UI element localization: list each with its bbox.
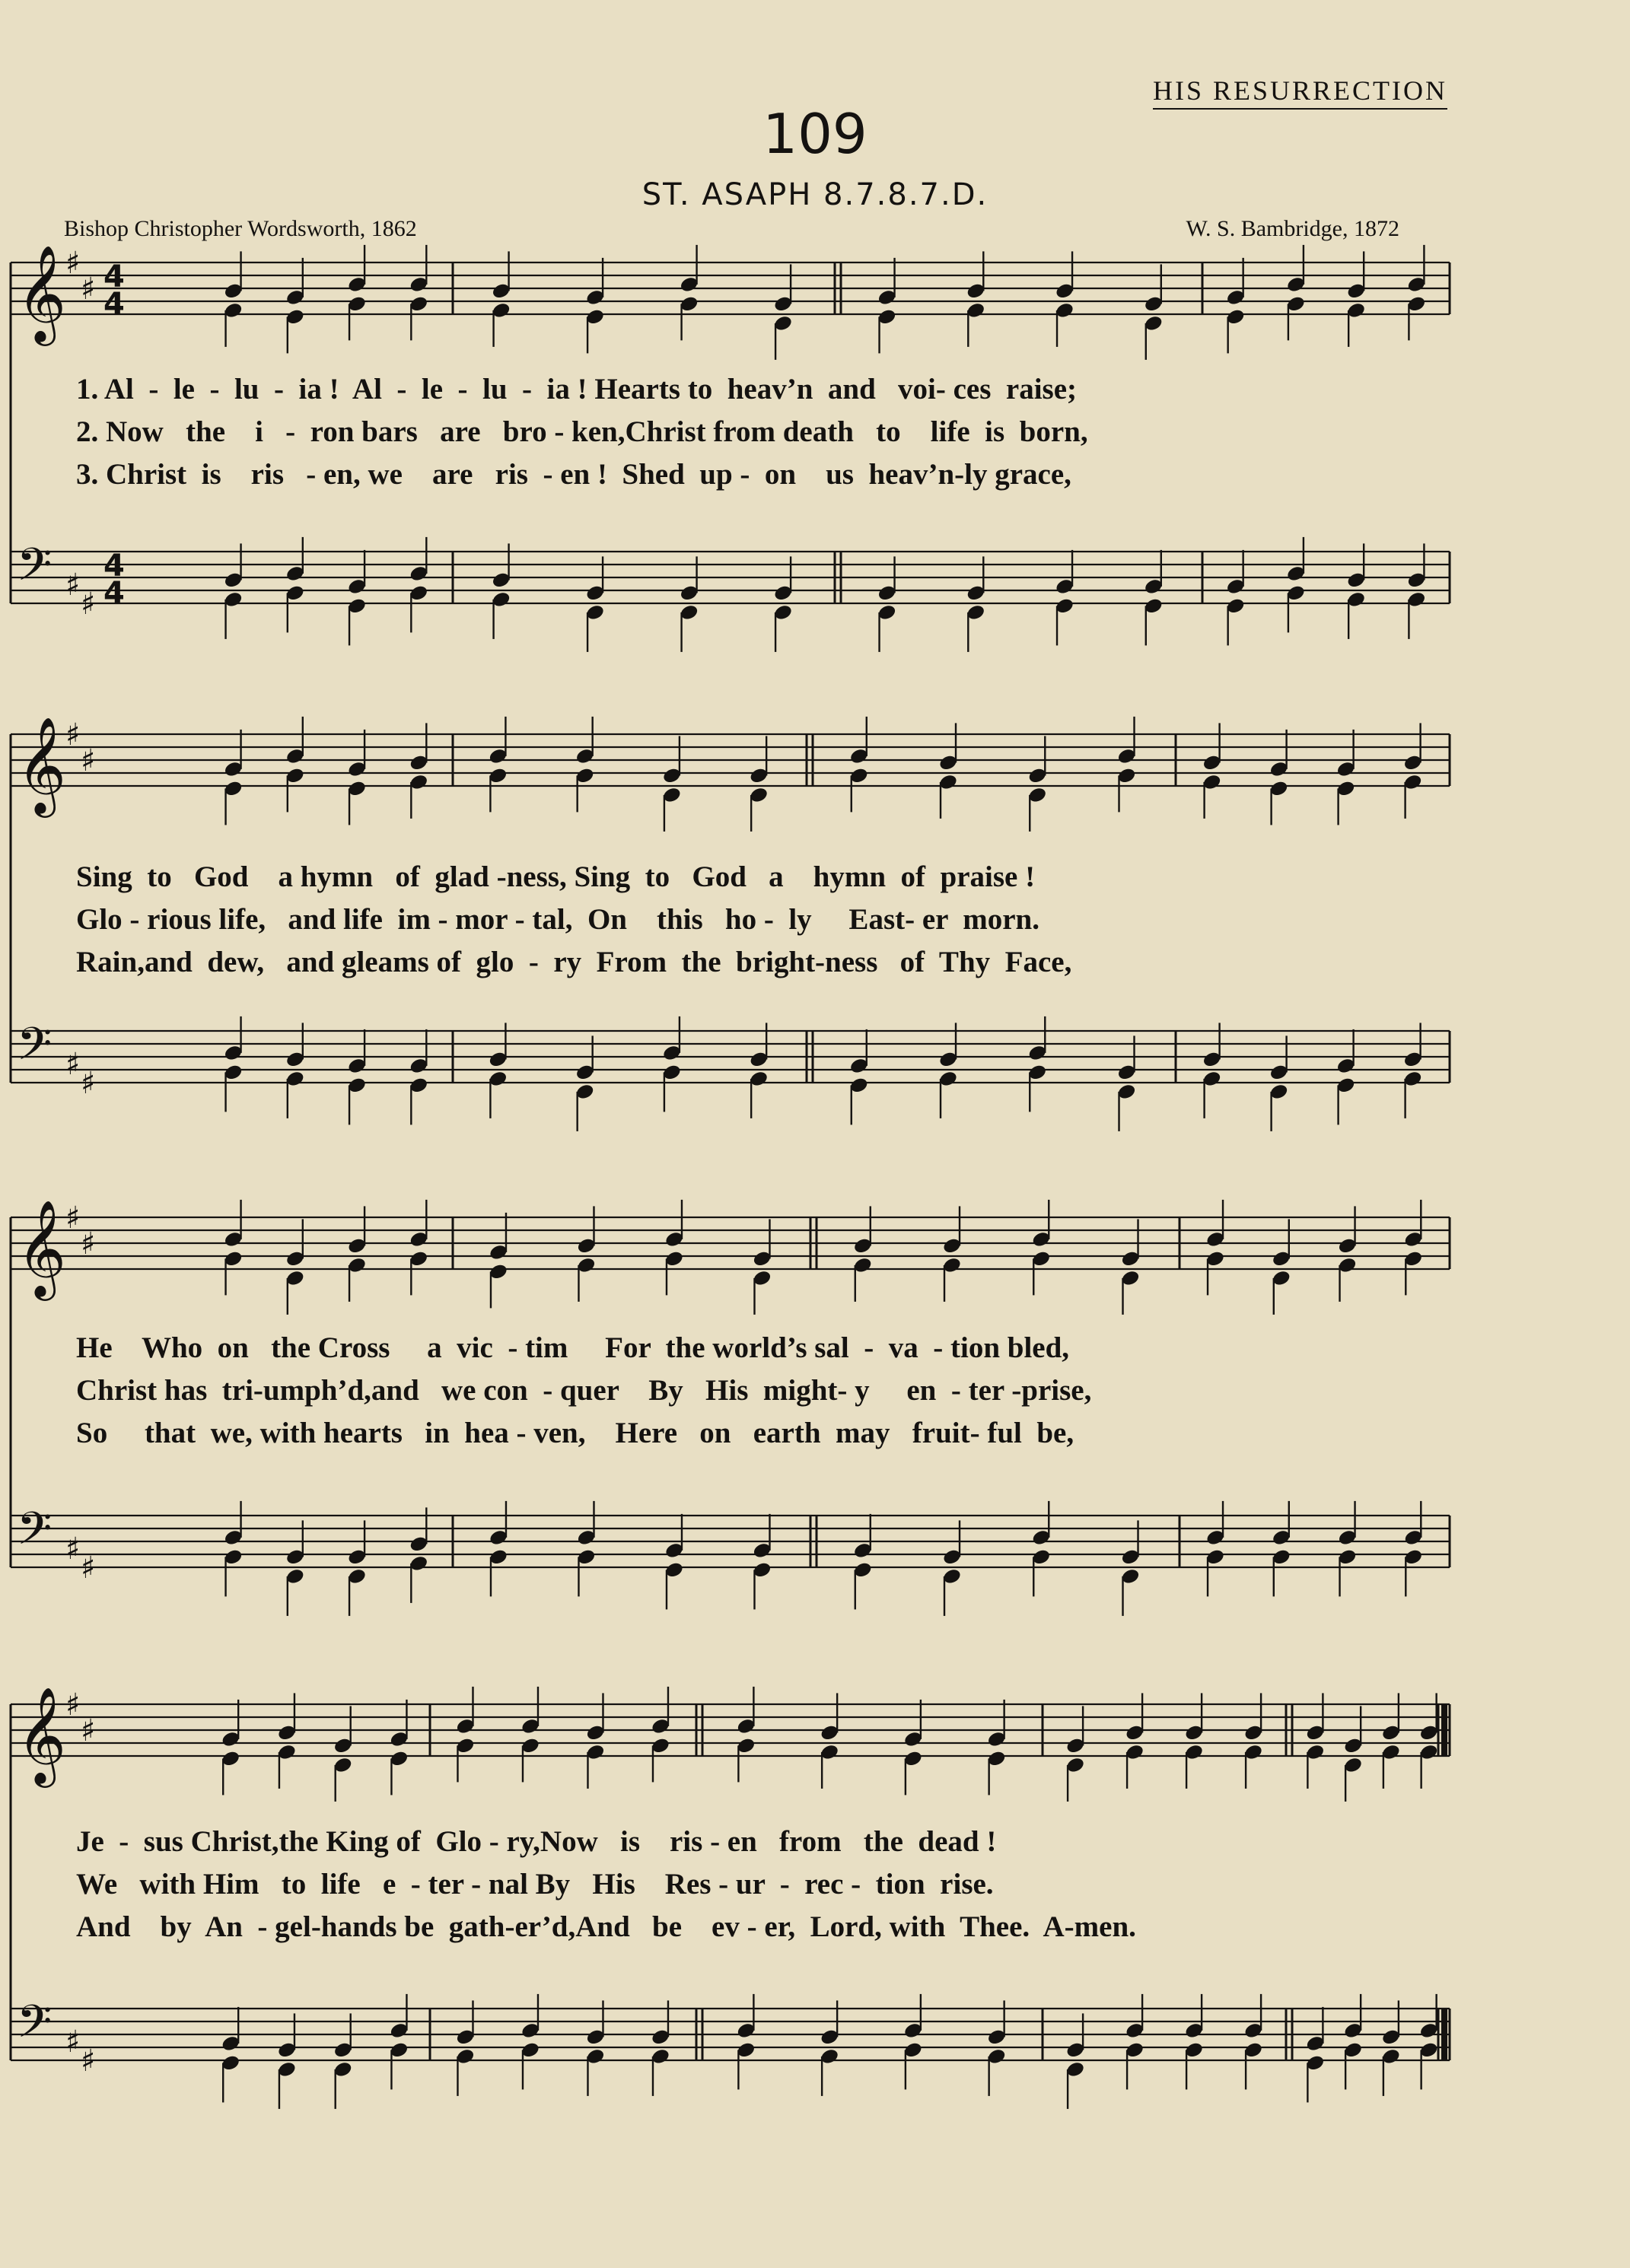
sharp-icon: ♯ bbox=[81, 587, 96, 622]
lyric-line: 3. Christ is ris - en, we are ris - en ! Shed up - on us heav’n-ly grace, bbox=[76, 458, 1071, 491]
bass-clef-icon: 𝄢 bbox=[17, 538, 53, 602]
hymn-number: 109 bbox=[762, 102, 868, 166]
lyric-line: He Who on the Cross a vic - tim For the world’s sal - va - tion bled, bbox=[76, 1331, 1070, 1364]
sharp-icon: ♯ bbox=[65, 1047, 81, 1082]
sharp-icon: ♯ bbox=[81, 1066, 96, 1101]
treble-clef-icon: 𝄞 bbox=[17, 244, 67, 342]
sharp-icon: ♯ bbox=[81, 1713, 96, 1748]
sharp-icon: ♯ bbox=[81, 1226, 96, 1261]
time-signature: 4 bbox=[103, 576, 125, 611]
lyric-line: Rain,and dew, and gleams of glo - ry From the bright-ness of Thy Face, bbox=[76, 946, 1072, 978]
treble-clef-icon: 𝄞 bbox=[17, 1199, 67, 1296]
lyric-line: And by An - gel-hands be gath-er’d,And be ev - er, Lord, with Thee. A-men. bbox=[76, 1910, 1136, 1943]
sharp-icon: ♯ bbox=[65, 568, 81, 603]
bass-clef-icon: 𝄢 bbox=[17, 1017, 53, 1081]
sharp-icon: ♯ bbox=[65, 717, 81, 752]
time-signature: 4 bbox=[103, 549, 125, 584]
bass-clef-icon: 𝄢 bbox=[17, 1995, 53, 2059]
lyric-line: 1. Al - le - lu - ia ! Al - le - lu - ia ! Hearts to heav’n and voi- ces raise; bbox=[76, 373, 1078, 406]
lyric-line: So that we, with hearts in hea - ven, Here on earth may fruit- ful be, bbox=[76, 1417, 1074, 1449]
sharp-icon: ♯ bbox=[81, 1551, 96, 1586]
sharp-icon: ♯ bbox=[65, 2025, 81, 2060]
lyric-line: Sing to God a hymn of glad -ness, Sing to God a hymn of praise ! bbox=[76, 860, 1036, 893]
composer-credit: W. S. Bambridge, 1872 bbox=[1186, 216, 1399, 241]
sharp-icon: ♯ bbox=[65, 1532, 81, 1567]
time-signature: 4 bbox=[103, 287, 125, 322]
sharp-icon: ♯ bbox=[81, 272, 96, 307]
tune-name: ST. ASAPH 8.7.8.7.D. bbox=[641, 177, 989, 212]
sharp-icon: ♯ bbox=[81, 743, 96, 778]
time-signature: 4 bbox=[103, 259, 125, 294]
sharp-icon: ♯ bbox=[65, 1687, 81, 1722]
section-title: HIS RESURRECTION bbox=[1153, 75, 1447, 110]
bass-clef-icon: 𝄢 bbox=[17, 1502, 53, 1566]
treble-clef-icon: 𝄞 bbox=[17, 1686, 67, 1783]
sharp-icon: ♯ bbox=[65, 246, 81, 281]
sharp-icon: ♯ bbox=[81, 2044, 96, 2079]
author-credit: Bishop Christopher Wordsworth, 1862 bbox=[64, 216, 417, 241]
lyric-line: Je - sus Christ,the King of Glo - ry,Now is ris - en from the dead ! bbox=[76, 1825, 997, 1858]
sharp-icon: ♯ bbox=[65, 1201, 81, 1236]
lyric-line: Christ has tri-umph’d,and we con - quer By His might- y en - ter -prise, bbox=[76, 1374, 1092, 1407]
lyric-line: We with Him to life e - ter - nal By His Res - ur - rec - tion rise. bbox=[76, 1868, 994, 1901]
lyric-line: 2. Now the i - ron bars are bro - ken,Christ from death to life is born, bbox=[76, 415, 1088, 448]
treble-clef-icon: 𝄞 bbox=[17, 716, 67, 813]
lyric-line: Glo - rious life, and life im - mor - tal, On this ho - ly East- er morn. bbox=[76, 903, 1039, 936]
